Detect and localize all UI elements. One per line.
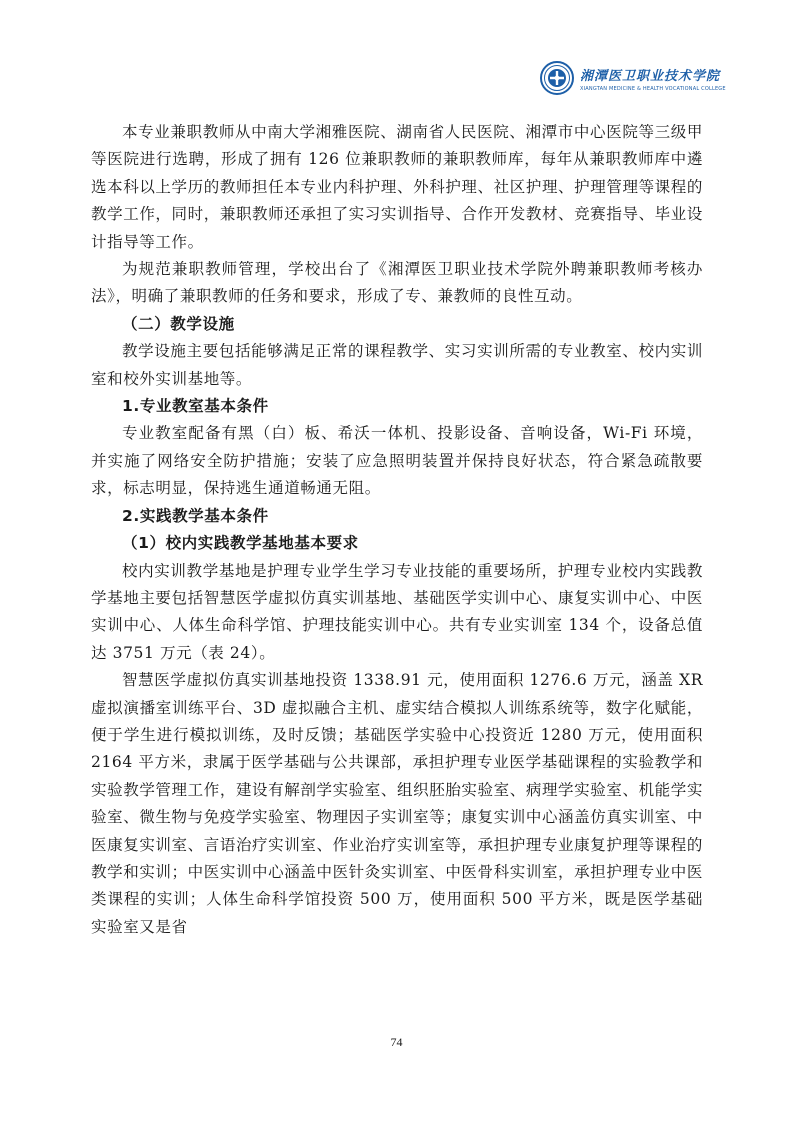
college-name-cn: 湘潭医卫职业技术学院 — [580, 68, 721, 84]
college-logo — [540, 58, 730, 98]
college-emblem-icon — [540, 61, 574, 95]
subsection-heading-classrooms: 1.专业教室基本条件 — [122, 397, 269, 416]
section-heading-teaching-facilities: （二）教学设施 — [122, 314, 235, 333]
paragraph-onsite-base: 校内实训教学基地是护理专业学生学习专业技能的重要场所，护理专业校内实践教学基地主要包括智慧医学虚拟仿真实训基地、基础医学实训中心、康复实训中心、中医实训中心、人体生命科学馆、护理技能实训中心。共有专业实训室 134 个，设备总值达 3751 万元（表 24）。 — [91, 561, 703, 662]
paragraph-teacher-management: 为规范兼职教师管理，学校出台了《湘潭医卫职业技术学院外聘兼职教师考核办法》，明确了兼职教师的任务和要求，形成了专、兼教师的良性互动。 — [91, 260, 703, 306]
college-name-en: XIANGTAN MEDICINE & HEALTH VOCATIONAL COLLEGE — [580, 85, 726, 92]
paragraph-classroom-conditions: 专业教室配备有黑（白）板、希沃一体机、投影设备、音响设备，Wi-Fi 环境，并实施了网络安全防护措施；安装了应急照明装置并保持良好状态，符合紧急疏散要求，标志明显，保持逃生通道畅通无阻。 — [91, 424, 703, 498]
subsection-heading-practice: 2.实践教学基本条件 — [122, 506, 269, 525]
page-number: 74 — [390, 1035, 403, 1049]
paragraph-part-time-teachers: 本专业兼职教师从中南大学湘雅医院、湖南省人民医院、湘潭市中心医院等三级甲等医院进行选聘，形成了拥有 126 位兼职教师的兼职教师库，每年从兼职教师库中遴选本科以上学历的教师担任本专业内科护理、外科护理、社区护理、护理管理等课程的教学工作，同时，兼职教师还承担了实习实训指导、合作开发教材、竞赛指导、毕业设计指导等工作。 — [91, 123, 703, 251]
paragraph-training-centers: 智慧医学虚拟仿真实训基地投资 1338.91 元，使用面积 1276.6 万元，涵盖 XR 虚拟演播室训练平台、3D 虚拟融合主机、虚实结合模拟人训练系统等，数字化赋能，便于学生进行模拟训练，及时反馈；基础医学实验中心投资近 1280 万元，使用面积 2164 平方米，隶属于医学基础与公共课部，承担护理专业医学基础课程的实验教学和实验教学管理工作，建设有解剖学实验室、组织胚胎实验室、病理学实验室、机能学实验室、微生物与免疫学实验室、物理因子实训室等；康复实训中心涵盖仿真实训室、中医康复实训室、言语治疗实训室、作业治疗实训室等，承担护理专业康复护理等课程的教学和实训；中医实训中心涵盖中医针灸实训室、中医骨科实训室，承担护理专业中医类课程的实训；人体生命科学馆投资 500 万，使用面积 500 平方米，既是医学基础实验室又是省 — [91, 671, 703, 936]
paragraph-facilities-overview: 教学设施主要包括能够满足正常的课程教学、实习实训所需的专业教室、校内实训室和校外实训基地等。 — [91, 342, 703, 388]
document-body — [91, 119, 703, 941]
subsection-heading-onsite-base: （1）校内实践教学基地基本要求 — [122, 534, 359, 553]
